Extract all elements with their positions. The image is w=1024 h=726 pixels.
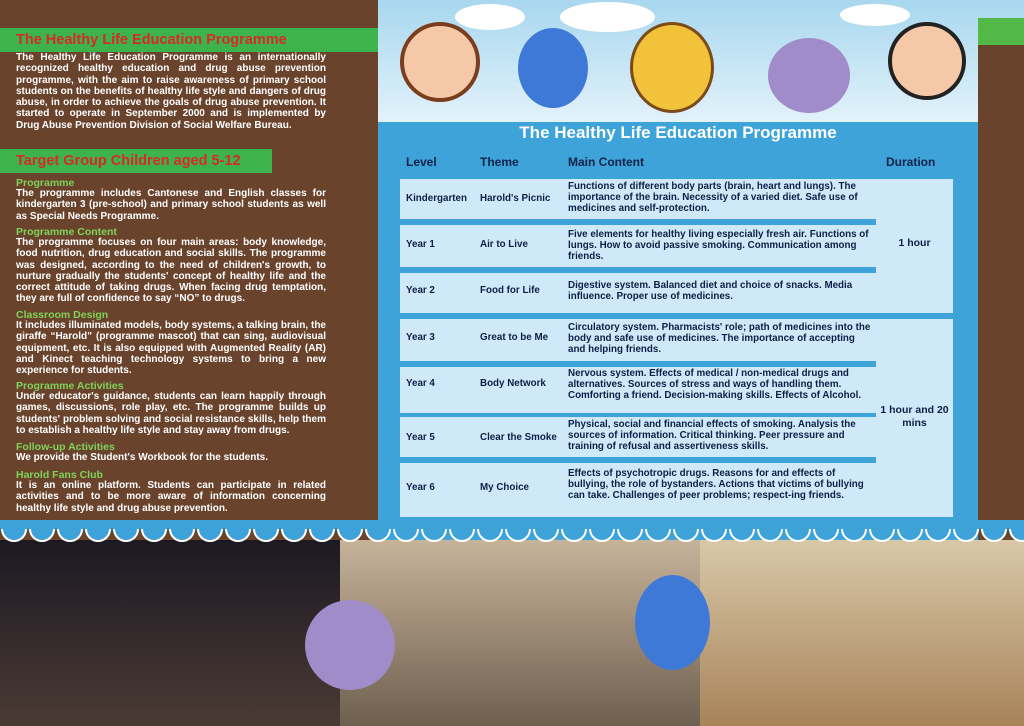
cell-theme: Food for Life — [480, 285, 540, 296]
intro-text: The Healthy Life Education Programme is an internationally recognized healthy education and drug abuse prevention programme, with the aim to raise awareness of primary school students on the benefits of healthy life style and dangers of drug abuse, in order to achieve the goals of drug abuse prevention. It started to operate in September 2000 and is implemented by Drug Abuse Prevention Division of Social Welfare Bureau. — [16, 52, 326, 131]
girl-character-icon — [400, 22, 480, 102]
cell-theme: Great to be Me — [480, 332, 549, 343]
cell-level: Year 6 — [406, 482, 435, 493]
section-title-followup: Follow-up Activities — [16, 441, 115, 453]
section-text-classroom: It includes illuminated models, body systems, a talking brain, the giraffe “Harold” (programme mascot) that can sing, audiovisual equipment, etc. It is also equipped with Augmented Reality (AR) and Kinect teaching technology systems to bring a new experience for students. — [16, 320, 326, 377]
cell-theme: Air to Live — [480, 239, 528, 250]
cell-level: Year 3 — [406, 332, 435, 343]
cell-level: Year 4 — [406, 378, 435, 389]
cell-level: Kindergarten — [406, 193, 467, 204]
right-edge-panel — [978, 45, 1024, 545]
cell-content: Functions of different body parts (brain, heart and lungs). The importance of the brain. Necessity of a varied diet. Safe use of medicines and self-protection. — [568, 181, 858, 214]
heading-target-group: Target Group Children aged 5-12 — [0, 149, 272, 173]
cloud-icon — [840, 4, 910, 26]
section-text-fans-club: It is an online platform. Students can participate in related activities and to be more aware of information concerning healthy life style and drug abuse prevention. — [16, 480, 326, 514]
header-level: Level — [406, 155, 437, 169]
section-title-programme: Programme — [16, 177, 75, 189]
cell-theme: My Choice — [480, 482, 529, 493]
duration-1-hour-20-mins: 1 hour and 20 mins — [880, 404, 949, 429]
scallop-border — [0, 520, 1024, 546]
right-edge-grass — [978, 18, 1024, 48]
section-text-activities: Under educator's guidance, students can learn happily through games, discussions, role play, etc. The programme builds up students' problem solving and social resistance skills, help them to establish a healthy life style and stay away from drugs. — [16, 391, 326, 436]
header-theme: Theme — [480, 155, 519, 169]
cell-content: Five elements for healthy living especially fresh air. Functions of lungs. How to avoid passive smoking. Communication among friends. — [568, 229, 869, 262]
cell-level: Year 1 — [406, 239, 435, 250]
blue-mascot-icon — [518, 28, 588, 108]
duration-1-hour: 1 hour — [898, 237, 931, 249]
officer-mascot-icon — [305, 600, 395, 690]
classroom-photo-1 — [0, 540, 340, 726]
section-title-classroom: Classroom Design — [16, 309, 109, 321]
section-title-activities: Programme Activities — [16, 380, 124, 392]
boy-character-icon — [888, 22, 966, 100]
giraffe-harold-icon — [630, 22, 714, 113]
cell-level: Year 5 — [406, 432, 435, 443]
cell-theme: Harold's Picnic — [480, 193, 551, 204]
header-duration: Duration — [886, 155, 936, 169]
table-title: The Healthy Life Education Programme — [519, 123, 837, 142]
section-text-programme: The programme includes Cantonese and English classes for kindergarten 3 (pre-school) and primary school students as well as Special Needs Programme. — [16, 188, 326, 222]
section-text-content: The programme focuses on four main areas: body knowledge, food nutrition, drug education and social skills. The programme was designed, according to the need of children's growth, to nurture gradually the students' concept of healthy life and the correct attitude of taking drugs. When facing drug temptation, they are full of confidence to say “NO” to drugs. — [16, 237, 326, 305]
section-text-followup: We provide the Student's Workbook for the students. — [16, 452, 269, 463]
cell-level: Year 2 — [406, 285, 435, 296]
section-title-fans-club: Harold Fans Club — [16, 469, 103, 481]
cell-theme: Body Network — [480, 378, 546, 389]
cloud-icon — [455, 4, 525, 30]
cell-content: Circulatory system. Pharmacists' role; path of medicines into the body and safe use of medicines. The importance of accepting and helping friends. — [568, 322, 871, 355]
cell-content: Nervous system. Effects of medical / non-medical drugs and alternatives. Sources of stress and ways of handling them. Comforting a friend. Decision-making skills. Effects of Alcohol. — [568, 368, 862, 401]
cell-content: Physical, social and financial effects of smoking. Analysis the sources of information. Critical thinking. Peer pressure and training of refusal and assertiveness skills. — [568, 419, 856, 452]
cell-theme: Clear the Smoke — [480, 432, 557, 443]
blue-mascot-icon — [635, 575, 710, 670]
section-title-content: Programme Content — [16, 226, 117, 238]
classroom-photo-3 — [700, 540, 1024, 726]
cloud-icon — [560, 2, 655, 32]
officer-character-icon — [768, 38, 850, 113]
header-main-content: Main Content — [568, 155, 644, 169]
heading-programme: The Healthy Life Education Programme — [0, 28, 378, 52]
cell-content: Effects of psychotropic drugs. Reasons for and effects of bullying, the role of bystanders. Actions that victims of bullying can take. Challenges of peer problems; respect-ing friends. — [568, 468, 864, 501]
cell-content: Digestive system. Balanced diet and choice of snacks. Media influence. Proper use of medicines. — [568, 280, 853, 302]
